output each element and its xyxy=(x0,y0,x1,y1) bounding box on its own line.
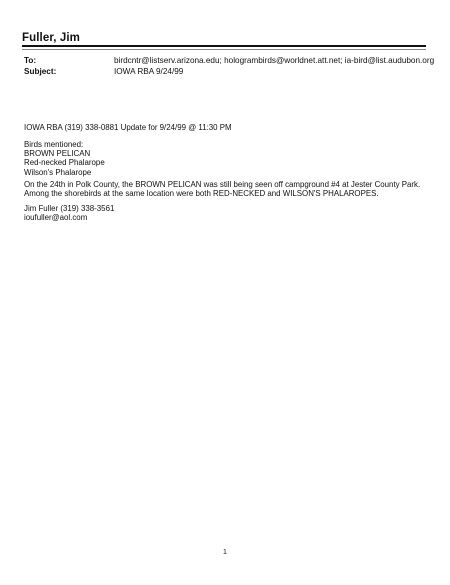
subject-label: Subject: xyxy=(24,67,57,76)
birds-heading: Birds mentioned: xyxy=(24,140,84,149)
subject-value: IOWA RBA 9/24/99 xyxy=(114,67,184,76)
rba-update-line: IOWA RBA (319) 338-0881 Update for 9/24/99 @ 11:30 PM xyxy=(24,123,232,132)
signature-email: ioufuller@aol.com xyxy=(24,213,88,223)
signature-name: Jim Fuller (319) 338-3561 xyxy=(24,204,115,213)
sender-name: Fuller, Jim xyxy=(22,32,80,44)
sighting-paragraph xyxy=(24,180,434,198)
bird-item: Wilson's Phalarope xyxy=(24,167,92,177)
signature-block xyxy=(24,204,434,222)
to-recipients: birdcntr@listserv.arizona.edu; hologrambirds@worldnet.att.net; ia-bird@list.audubon.org xyxy=(114,56,435,65)
to-label: To: xyxy=(24,56,37,65)
bird-item: BROWN PELICAN xyxy=(24,149,91,159)
paragraph-line: On the 24th in Polk County, the BROWN PELICAN was still being seen off campground #4 at Jester County Park. xyxy=(24,180,421,189)
header-divider-thick xyxy=(22,45,426,47)
paragraph-line: Among the shorebirds at the same location were both RED-NECKED and WILSON'S PHALAROPES. xyxy=(24,189,379,199)
header-divider-thin xyxy=(22,49,426,50)
page-number: 1 xyxy=(223,549,227,556)
birds-mentioned-block xyxy=(24,140,434,177)
bird-item: Red-necked Phalarope xyxy=(24,158,105,168)
